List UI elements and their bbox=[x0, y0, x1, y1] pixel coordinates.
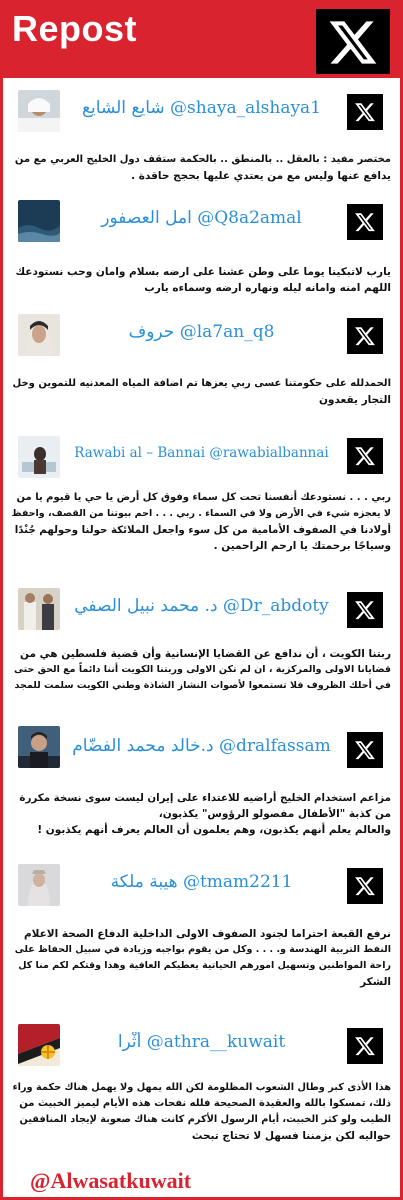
x-logo-icon bbox=[347, 204, 383, 240]
post-text-line: أولادنا في الصفوف الأمامية من كل سوء واجعل الملائكة حولنا وحولهم جُنْدًا bbox=[14, 524, 391, 536]
post-handle: امل العصفور @Q8a2amal bbox=[101, 208, 302, 228]
post-text-line: ربي . . . نستودعك أنفسنا تحت كل سماء وفوق كل أرض يا حي يا قيوم يا من bbox=[16, 492, 391, 503]
post-handle: د.خالد محمد الفضّام @dralfassam bbox=[72, 736, 331, 756]
avatar bbox=[18, 314, 60, 356]
post-text-line: اللهم امنه وامانه ليله ونهاره ارضه وسماءه يارب bbox=[144, 282, 391, 294]
x-logo-icon bbox=[347, 868, 383, 904]
post-text-line: ذلك، تمسكوا بالله والعقيدة الصحيحة فلله نفحات هذه الأيام ليميز الخبيث من bbox=[19, 1098, 391, 1109]
post-text-line: يدافع عنها وليس مع من يعتدي عليها بحجج حاقدة . bbox=[131, 170, 391, 182]
page-title: Repost bbox=[12, 8, 138, 49]
post-handle: د. محمد نبيل الصفي @Dr_abdoty bbox=[74, 596, 329, 616]
post-text-line: لا يعجزه شيء في الأرض ولا في السماء . ربي . . . احم بيوتنا من القصف، واحفظ bbox=[12, 508, 391, 519]
x-logo-icon bbox=[347, 438, 383, 474]
post-text-line: نرفع القبعة احتراما لجنود الصفوف الاولى الداخلية الدفاع الصحة الاعلام bbox=[23, 928, 391, 940]
x-logo-icon bbox=[316, 9, 390, 74]
post-text-line: والعالم يعلم أنهم يكذبون، وهم يعلمون أن العالم يعرف أنهم يكذبون ! bbox=[37, 824, 391, 836]
avatar bbox=[18, 200, 60, 242]
post-text bbox=[12, 490, 391, 554]
post-handle: شايع الشايع @shaya_alshaya1 bbox=[81, 98, 322, 118]
avatar bbox=[18, 1024, 60, 1066]
post-text bbox=[12, 376, 391, 408]
post-text-line: راحة المواطنين وتسهيل امورهم الحياتية يعطيكم العافية وهذا وقتكم لكم منا كل bbox=[18, 960, 391, 971]
post-text-line: هذا الأذى كبر وطال الشعوب المظلومة لكن الله يمهل ولا يهمل هناك حكمة وراء bbox=[12, 1082, 391, 1093]
x-logo-icon bbox=[347, 318, 383, 354]
post-handle: أثْرا @athra__kuwait bbox=[117, 1032, 286, 1052]
header-banner bbox=[0, 0, 403, 78]
post-handle: Rawabi al – Bannai @rawabialbannai bbox=[74, 445, 329, 461]
avatar bbox=[18, 588, 60, 630]
avatar bbox=[18, 864, 60, 906]
post-text-line: الطيب ولو كثر الخبيث، أيام الرسول الأكرم كانت هناك صعوبة لإيجاد المنافقين bbox=[19, 1114, 391, 1125]
avatar bbox=[18, 436, 60, 478]
post-text-line: وسياجًا برحمتك يا ارحم الراحمين . bbox=[213, 540, 391, 552]
post-text-line: التجار يقعدون bbox=[318, 394, 391, 406]
post-text bbox=[12, 646, 391, 694]
post-handle: حروف @la7an_q8 bbox=[128, 322, 275, 342]
post-text bbox=[12, 790, 391, 838]
post-text-line: مختصر مفيد : بالعقل .. بالمنطق .. بالحكمة ستقف دول الخليج العربي مع من bbox=[14, 154, 391, 165]
footer-handle: @Alwasatkuwait bbox=[30, 1168, 192, 1193]
post-text bbox=[12, 264, 391, 296]
post-text-line: حواليه لكن بزمننا فسهل لا تحتاج تبحث bbox=[191, 1130, 391, 1142]
post-text-line: يارب لاتبكينا يوما على وطن عشنا على ارضه بسلام وامان وحب نستودعك bbox=[15, 266, 391, 278]
post-text bbox=[12, 152, 391, 184]
post-text bbox=[12, 926, 391, 990]
x-logo-icon bbox=[347, 592, 383, 628]
avatar bbox=[18, 90, 60, 132]
post-handle: هيبة ملكة @tmam2211 bbox=[110, 872, 293, 892]
x-logo-icon bbox=[347, 94, 383, 130]
post-text-line: مزاعم استخدام الخليج أراضيه للاعتداء على إيران ليست سوى نسخة مكررة bbox=[19, 792, 391, 804]
post-text-line: ربتنا الكويت ، أن ندافع عن القضايا الإنسانية وأن قضية فلسطين هي من bbox=[20, 648, 391, 660]
x-logo-icon bbox=[347, 732, 383, 768]
post-text-line: النفط التربية الهندسة و. . . . وكل من يقوم بواجبه وزيادة في سبيل الحفاظ على bbox=[14, 944, 391, 955]
post-text bbox=[12, 1080, 391, 1144]
avatar bbox=[18, 726, 60, 768]
post-text-line: قضايانا الاولى والمركزية ، ان لم تكن الاولى وربتنا الكويت أننا دائماً مع الحق حتى bbox=[14, 664, 391, 675]
post-text-line: الحمدلله على حكومتنا عسى ربي يعزها تم اضافة المياه المعدنيه للتموين وخل bbox=[12, 378, 391, 389]
post-text-line: من كذبة "الأطفال مفصولو الرؤوس" يكذبون، bbox=[158, 808, 391, 820]
x-logo-icon bbox=[347, 1028, 383, 1064]
post-text-line: في أحلك الظروف فلا تستمعوا لأصوات النشاز الشاذة وطني الكويت سلمت للمجد bbox=[14, 680, 391, 691]
post-text-line: الشكر bbox=[360, 976, 391, 988]
